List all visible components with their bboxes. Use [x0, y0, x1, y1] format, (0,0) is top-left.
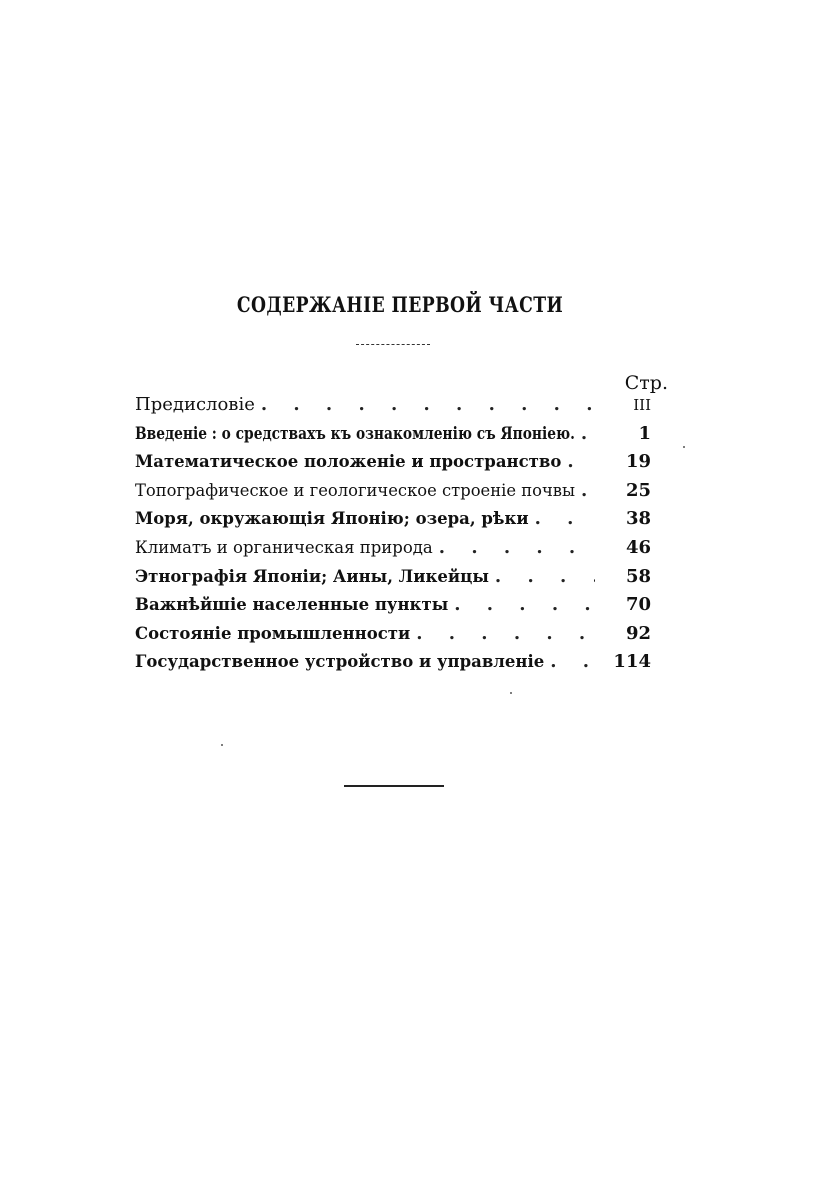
- toc-entry: [135, 508, 655, 537]
- toc-entry: [135, 537, 655, 566]
- toc-entry-page: 70: [625, 594, 651, 616]
- toc-entry-title: Предисловіе: [135, 394, 255, 415]
- dot-leader: [489, 566, 595, 587]
- dot-leader: [575, 480, 595, 501]
- toc-entry-page: 38: [625, 508, 651, 530]
- toc-entry: [135, 594, 655, 623]
- dot-leader: [575, 423, 595, 444]
- closing-rule: [344, 785, 444, 787]
- toc-entry-title: Топографическое и геологическое строеніе почвы: [135, 480, 575, 500]
- dot-leader: [529, 508, 595, 529]
- toc-entry-page: 58: [625, 565, 651, 587]
- toc-entry-title: Климатъ и органическая природа: [135, 537, 433, 557]
- toc-entry-page: 19: [625, 451, 651, 473]
- toc-entry-title: Состояніе промышленности: [135, 623, 411, 643]
- dot-leader: [561, 451, 595, 472]
- dot-leader: [433, 537, 595, 558]
- toc-entry: [135, 423, 655, 452]
- dot-leader: [255, 394, 595, 415]
- toc-entry-title: Введеніе : о средствахъ къ ознакомленію съ Японіею.: [135, 423, 575, 443]
- title-divider: [356, 344, 430, 345]
- dot-leader: [544, 651, 595, 672]
- page-title: СОДЕРЖАНІЕ ПЕРВОЙ ЧАСТИ: [236, 292, 564, 317]
- toc-entry: [135, 451, 655, 480]
- toc-entry-title: Моря, окружающія Японію; озера, рѣки: [135, 509, 529, 529]
- toc-entry-title: Важнѣйшіе населенные пункты: [135, 595, 449, 615]
- page-column-label: Стр.: [624, 372, 668, 394]
- toc-entry-page: 25: [625, 479, 651, 501]
- toc-entry: [135, 480, 655, 509]
- toc-entry: [135, 623, 655, 652]
- dot-leader: [448, 594, 595, 615]
- toc-entry: [135, 394, 655, 423]
- toc-entry-page: 114: [613, 651, 651, 673]
- toc-entry-title: Математическое положеніе и пространство: [135, 452, 562, 472]
- toc-entry-title: Государственное устройство и управленіе: [135, 652, 545, 672]
- table-of-contents: [135, 394, 655, 680]
- paper-speck: [510, 692, 512, 694]
- toc-entry: [135, 651, 655, 680]
- toc-entry-page: III: [633, 396, 651, 414]
- toc-entry-page: 1: [638, 422, 651, 444]
- dot-leader: [410, 623, 595, 644]
- toc-entry: [135, 566, 655, 595]
- paper-speck: [683, 446, 685, 448]
- toc-entry-page: 46: [625, 536, 651, 558]
- toc-entry-title: Этнографія Японіи; Аины, Ликейцы: [135, 566, 489, 586]
- toc-entry-page: 92: [625, 622, 651, 644]
- paper-speck: [221, 744, 223, 746]
